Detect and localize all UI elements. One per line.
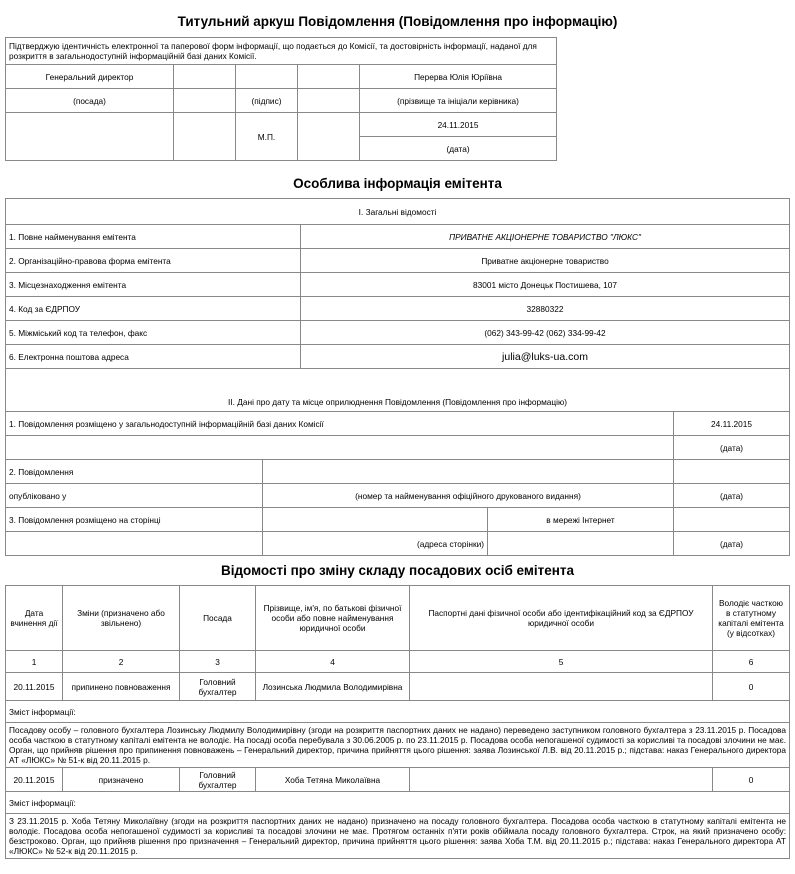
- page-caption: (адреса сторінки): [263, 532, 488, 556]
- email-value: julia@luks-ua.com: [301, 345, 790, 369]
- entry-position: Головний бухгалтер: [180, 673, 256, 701]
- header-date: Дата вчинення дії: [6, 586, 63, 651]
- internet-label: в мережі Інтернет: [488, 508, 674, 532]
- entry-passport: [410, 673, 713, 701]
- issuer-row-value: 32880322: [301, 297, 790, 321]
- content-label: Зміст інформації:: [6, 701, 790, 723]
- entry-share: 0: [713, 768, 790, 792]
- placed-date: 24.11.2015: [674, 412, 790, 436]
- header-share: Володіє часткою в статутному капіталі емітента (у відсотках): [713, 586, 790, 651]
- title-sheet-table: [5, 37, 557, 161]
- entry-change: припинено повноваження: [63, 673, 180, 701]
- issuer-heading: Особлива інформація емітента: [293, 176, 502, 191]
- signing-date: 24.11.2015: [360, 113, 557, 137]
- date-caption: (дата): [360, 137, 557, 161]
- entry-passport: [410, 768, 713, 792]
- entry-content: З 23.11.2015 р. Хоба Тетяну Миколаївну (згоди на розкриття паспортних даних не надано) призначено на посаду головного бухгалтера. Посадова особа часткою в статутному капіталі емітента не володіє. Посадова особа непогашеної судимості за корисливі та посадові злочини не має. Протягом останніх п'яти років обіймала посаду головного бухгалтера. Строк, на який призначено особу: безстроково. Орган, що прийняв рішення про призначення – Генеральний директор, причина прийняття цього рішення: заява Хоба Т.М. від 20.11.2015 р.; підстава: наказ Генерального директора АТ «ЛЮКС» № 52-к від 20.11.2015 р.: [6, 814, 790, 859]
- stamp-caption: М.П.: [236, 113, 298, 161]
- issuer-row-label: 5. Міжміський код та телефон, факс: [6, 321, 301, 345]
- confirmation-text: Підтверджую ідентичність електронної та паперової форм інформації, що подається до Комісії, та достовірність інформації, наданої для розкриття в загальнодоступній інформаційній базі даних Комісії.: [6, 38, 557, 65]
- position-value: Генеральний директор: [6, 65, 174, 89]
- column-number: 4: [256, 651, 410, 673]
- table-row: [6, 768, 790, 792]
- director-name: Перерва Юлія Юріївна: [360, 65, 557, 89]
- entry-position: Головний бухгалтер: [180, 768, 256, 792]
- name-caption: (прізвище та ініціали керівника): [360, 89, 557, 113]
- header-position: Посада: [180, 586, 256, 651]
- title-sheet-heading: Титульний аркуш Повідомлення (Повідомлення про інформацію): [177, 14, 618, 29]
- issuer-row-label: 6. Електронна поштова адреса: [6, 345, 301, 369]
- header-passport: Паспортні дані фізичної особи або ідентифікаційний код за ЄДРПОУ юридичної особи: [410, 586, 713, 651]
- published-label: опубліковано у: [6, 484, 263, 508]
- publication-caption: (номер та найменування офіційного друкованого видання): [263, 484, 674, 508]
- content-label: Зміст інформації:: [6, 792, 790, 814]
- issuer-row-value: ПРИВАТНЕ АКЦIОНЕРНЕ ТОВАРИСТВО "ЛЮКС": [301, 225, 790, 249]
- header-name: Прізвище, ім'я, по батькові фізичної особи або повне найменування юридичної особи: [256, 586, 410, 651]
- column-number: 2: [63, 651, 180, 673]
- published-date-caption: (дата): [674, 484, 790, 508]
- entry-content: Посадову особу – головного бухгалтера Лозинську Людмилу Володимирівну (згоди на розкриття паспортних даних не надано) переведено заступником головного бухгалтера з 23.11.2015 р. Посадова особа часткою в статутному капіталі емітента не володіє. На посаді особа перебувала з 30.06.2005 р. по 23.11.2015 р. Посадова особа непогашеної судимості за корисливі та посадові злочини не має. Орган, що прийняв рішення про припинення повноважень – Генеральний директор, причина прийняття цього рішення: заява Лозинської Л.В. від 20.11.2015 р.; підстава: наказ Генерального директора АТ «ЛЮКС» № 51-к від 20.11.2015 р.: [6, 723, 790, 768]
- entry-name: Хоба Тетяна Миколаївна: [256, 768, 410, 792]
- issuer-row-value: 83001 місто Донецьк Постишева, 107: [301, 273, 790, 297]
- issuer-row-label: 1. Повне найменування емітента: [6, 225, 301, 249]
- issuer-row-label: 4. Код за ЄДРПОУ: [6, 297, 301, 321]
- notice-label: 2. Повідомлення: [6, 460, 263, 484]
- column-number: 5: [410, 651, 713, 673]
- page-label: 3. Повідомлення розміщено на сторінці: [6, 508, 263, 532]
- changes-table: [5, 585, 790, 859]
- issuer-row-value: Приватне акціонерне товариство: [301, 249, 790, 273]
- position-caption: (посада): [6, 89, 174, 113]
- placed-label: 1. Повідомлення розміщено у загальнодоступній інформаційній базі даних Комісії: [6, 412, 674, 436]
- column-number: 6: [713, 651, 790, 673]
- section1-title: I. Загальні відомості: [6, 199, 790, 225]
- column-number: 3: [180, 651, 256, 673]
- page-date-caption: (дата): [674, 532, 790, 556]
- entry-date: 20.11.2015: [6, 768, 63, 792]
- entry-share: 0: [713, 673, 790, 701]
- column-number: 1: [6, 651, 63, 673]
- issuer-row-label: 3. Місцезнаходження емітента: [6, 273, 301, 297]
- table-row: [6, 673, 790, 701]
- issuer-row-label: 2. Організаційно-правова форма емітента: [6, 249, 301, 273]
- entry-change: призначено: [63, 768, 180, 792]
- changes-heading: Відомості про зміну складу посадових осіб емітента: [220, 563, 575, 578]
- header-change: Зміни (призначено або звільнено): [63, 586, 180, 651]
- section2-title: II. Дані про дату та місце оприлюднення Повідомлення (Повідомлення про інформацію): [6, 369, 790, 412]
- placed-date-caption: (дата): [674, 436, 790, 460]
- issuer-row-value: (062) 343-99-42 (062) 334-99-42: [301, 321, 790, 345]
- entry-date: 20.11.2015: [6, 673, 63, 701]
- issuer-table: [5, 198, 790, 556]
- entry-name: Лозинська Людмила Володимирівна: [256, 673, 410, 701]
- signature-caption: (підпис): [236, 89, 298, 113]
